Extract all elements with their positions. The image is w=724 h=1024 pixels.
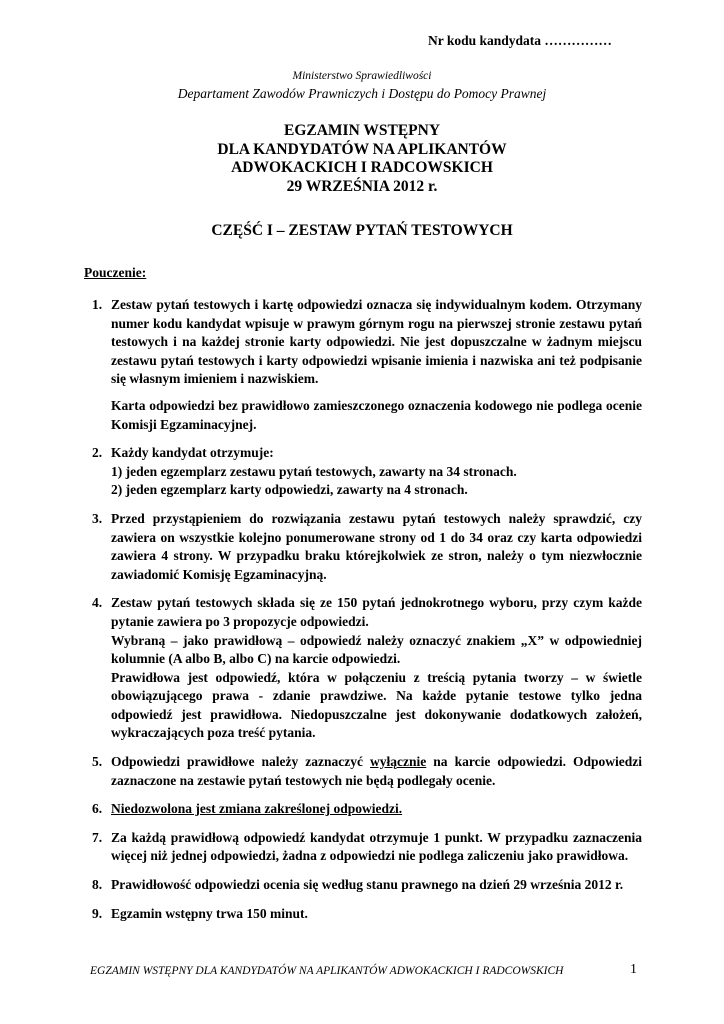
emphasis-underlined: wyłącznie xyxy=(370,754,427,770)
list-item xyxy=(84,296,642,434)
item-text: Wybraną – jako prawidłową – odpowiedź należy oznaczyć znakiem „X” w odpowiedniej kolumnie (A albo B, albo C) na karcie odpowiedzi. xyxy=(111,632,642,667)
item-number: 1. xyxy=(92,297,103,312)
candidate-code-label: Nr kodu kandydata …………… xyxy=(428,33,612,48)
item-text: Karta odpowiedzi bez prawidłowo zamieszczonego oznaczenia kodowego nie podlega ocenie Komisji Egzaminacyjnej. xyxy=(111,397,642,432)
list-item xyxy=(84,510,642,584)
page-number: 1 xyxy=(630,962,637,977)
instructions-heading: Pouczenie: xyxy=(84,265,147,280)
exam-date: 29 WRZEŚNIA 2012 r. xyxy=(286,177,438,195)
item-text: Zestaw pytań testowych składa się ze 150 pytań jednokrotnego wyboru, przy czym każde pytanie zawiera po 3 propozycje odpowiedzi. xyxy=(111,595,642,629)
list-item xyxy=(84,829,642,866)
item-text: Prawidłowość odpowiedzi ocenia się według stanu prawnego na dzień 29 września 2012 r. xyxy=(111,877,624,893)
item-text xyxy=(111,753,642,790)
list-item xyxy=(84,876,642,895)
item-number: 7. xyxy=(92,829,103,845)
exam-title-line: DLA KANDYDATÓW NA APLIKANTÓW xyxy=(217,140,507,158)
exam-title-line: EGZAMIN WSTĘPNY xyxy=(283,122,441,139)
item-number: 6. xyxy=(92,801,103,817)
item-number: 5. xyxy=(92,754,103,770)
item-text-part: Odpowiedzi prawidłowe należy zaznaczyć xyxy=(111,754,371,770)
item-text: Każdy kandydat otrzymuje: xyxy=(111,445,274,461)
item-text: Egzamin wstępny trwa 150 minut. xyxy=(111,905,308,921)
item-subpoint: 1) jeden egzemplarz zestawu pytań testowych, zawarty na 34 stronach. xyxy=(111,463,517,479)
item-text xyxy=(111,800,642,819)
department-name: Departament Zawodów Prawniczych i Dostępu do Pomocy Prawnej xyxy=(177,86,547,101)
item-number: 2. xyxy=(92,445,103,461)
page-footer: EGZAMIN WSTĘPNY DLA KANDYDATÓW NA APLIKANTÓW ADWOKACKICH I RADCOWSKICH xyxy=(90,965,564,977)
item-text: Zestaw pytań testowych i kartę odpowiedzi oznacza się indywidualnym kodem. Otrzymany numer kodu kandydat wpisuje w prawym górnym rogu na pierwszej stronie zestawu pytań testowych i na każdej stronie karty odpowiedzi. Nie jest dopuszczalne w żadnym miejscu zestawu pytań testowych i karty odpowiedzi wpisanie imienia i nazwiska ani też podpisanie się własnym imieniem i nazwiskiem. xyxy=(111,297,642,387)
item-number: 4. xyxy=(92,595,103,611)
item-number: 9. xyxy=(92,905,103,921)
exam-title xyxy=(0,122,724,196)
item-text-part: na karcie odpowiedzi. Odpowiedzi zaznaczone na zestawie pytań testowych nie będą podlegały ocenie. xyxy=(111,754,642,788)
instructions-list xyxy=(84,296,642,933)
list-item xyxy=(84,905,642,924)
ministry-name: Ministerstwo Sprawiedliwości xyxy=(292,70,432,82)
list-item xyxy=(84,800,642,819)
item-subpoint: 2) jeden egzemplarz karty odpowiedzi, zawarty na 4 stronach. xyxy=(111,482,468,498)
list-item xyxy=(84,594,642,743)
emphasis-underlined: Niedozwolona jest zmiana zakreślonej odpowiedzi. xyxy=(111,801,403,817)
list-item xyxy=(84,444,642,500)
list-item xyxy=(84,753,642,790)
item-text: Za każdą prawidłową odpowiedź kandydat otrzymuje 1 punkt. W przypadku zaznaczenia więcej niż jednej odpowiedzi, żadna z odpowiedzi nie podlega zaliczeniu jako prawidłowa. xyxy=(111,829,642,864)
item-number: 8. xyxy=(92,877,103,893)
item-number: 3. xyxy=(92,510,103,526)
item-text: Prawidłowa jest odpowiedź, która w połączeniu z treścią pytania tworzy – w świetle obowiązującego prawa - zdanie prawdziwe. Na każde pytanie testowe tylko jedna odpowiedź jest prawidłowa. Niedopuszczalne jest dokonywanie dodatkowych założeń, wykraczających poza treść pytania. xyxy=(111,669,642,741)
item-text: Przed przystąpieniem do rozwiązania zestawu pytań testowych należy sprawdzić, czy zawiera on wszystkie kolejno ponumerowane strony od 1 do 34 oraz czy karta odpowiedzi zawiera 4 strony. W przypadku braku którejkolwiek ze stron, należy o tym niezwłocznie zawiadomić Komisję Egzaminacyjną. xyxy=(111,510,642,582)
exam-title-line: ADWOKACKICH I RADCOWSKICH xyxy=(231,159,493,176)
part-title: CZĘŚĆ I – ZESTAW PYTAŃ TESTOWYCH xyxy=(211,222,513,239)
